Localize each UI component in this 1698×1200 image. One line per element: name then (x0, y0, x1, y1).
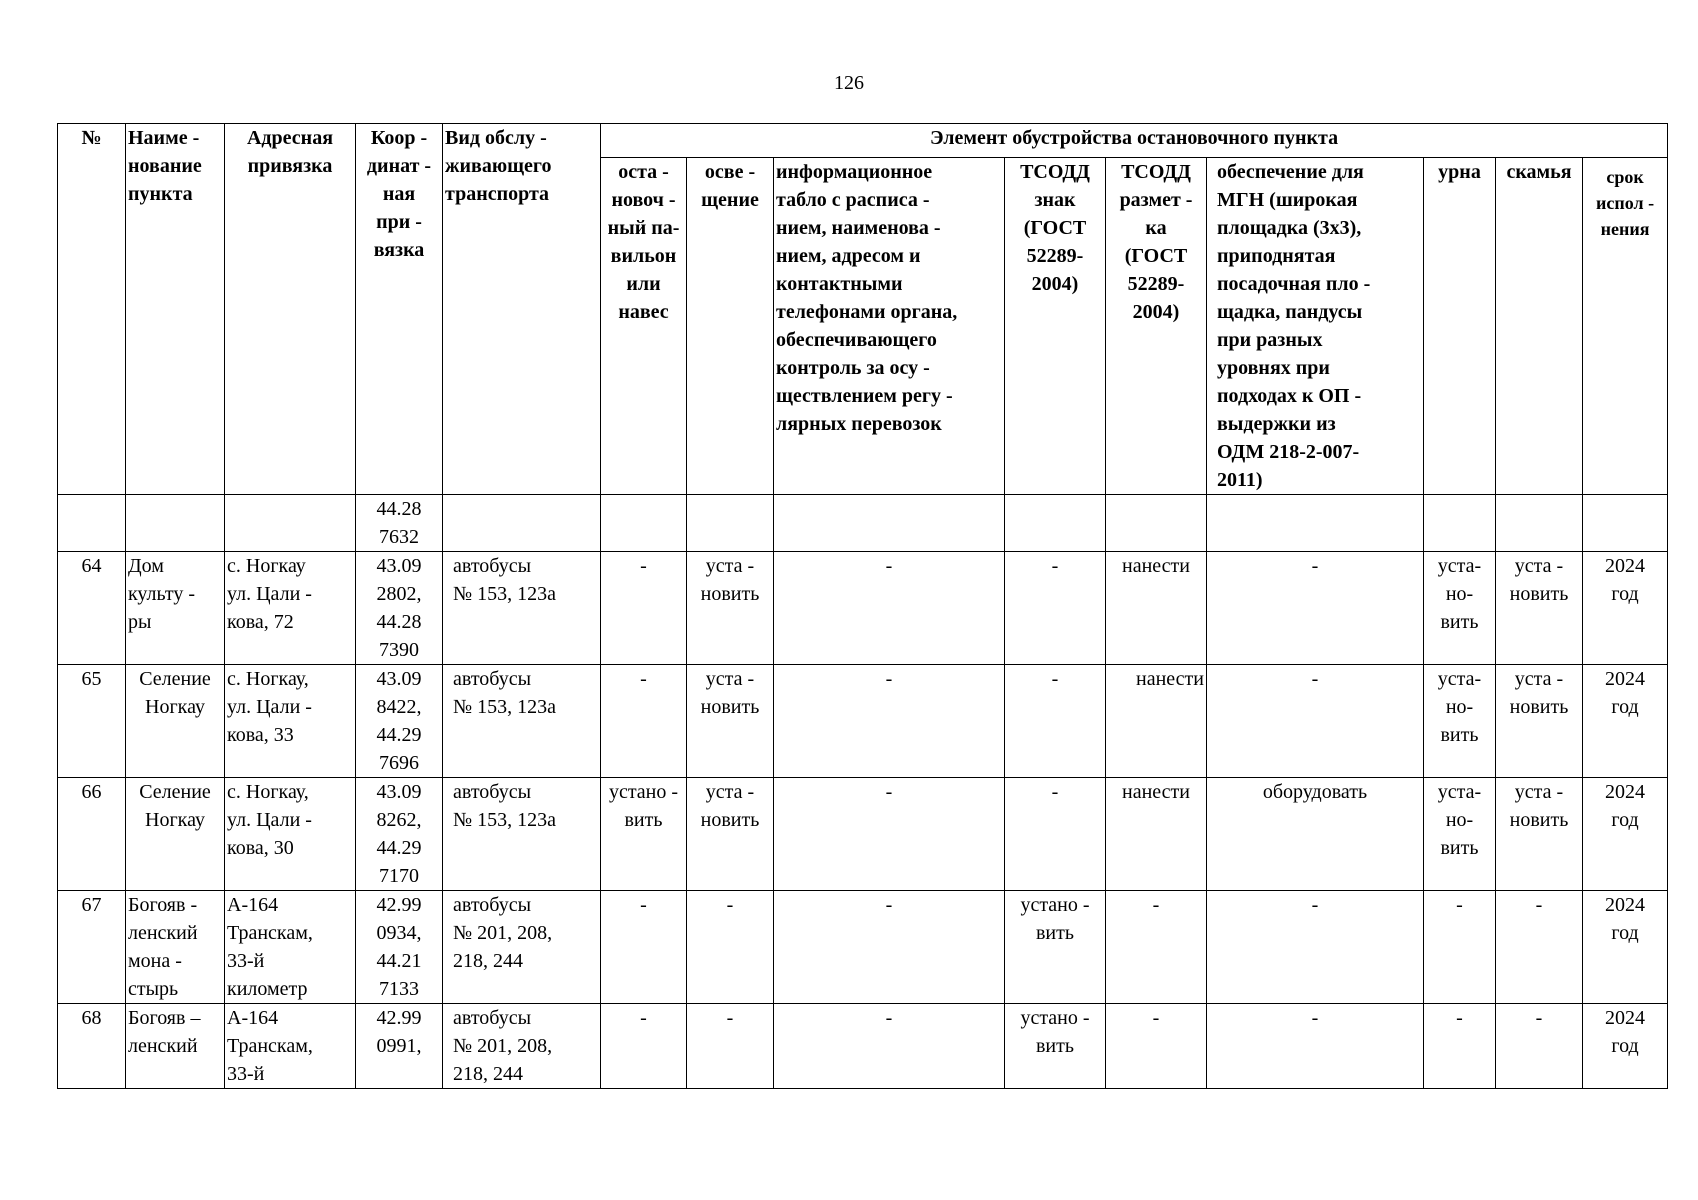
cell-pavilion: - (601, 891, 687, 1004)
cell-deadline: 2024 год (1583, 552, 1668, 665)
cell-transport: автобусы № 153, 123а (443, 665, 601, 778)
cell-num: 68 (58, 1004, 126, 1089)
cell-deadline (1583, 495, 1668, 552)
cell-num (58, 495, 126, 552)
header-lighting: осве - щение (687, 158, 774, 495)
cell-marking: нанести (1106, 665, 1207, 778)
cell-bench: уста - новить (1496, 665, 1583, 778)
cell-info: - (774, 1004, 1005, 1089)
cell-bench: - (1496, 1004, 1583, 1089)
cell-deadline: 2024 год (1583, 778, 1668, 891)
cell-pavilion: - (601, 552, 687, 665)
cell-sign: - (1005, 665, 1106, 778)
cell-marking: - (1106, 891, 1207, 1004)
cell-bench (1496, 495, 1583, 552)
cell-transport (443, 495, 601, 552)
cell-mgn (1207, 495, 1424, 552)
cell-num: 66 (58, 778, 126, 891)
cell-name: Дом культу - ры (126, 552, 225, 665)
cell-address: с. Ногкау, ул. Цали - кова, 33 (225, 665, 356, 778)
cell-coords: 43.09 8422, 44.29 7696 (356, 665, 443, 778)
cell-pavilion: - (601, 665, 687, 778)
header-sign: ТСОДД знак (ГОСТ 52289- 2004) (1005, 158, 1106, 495)
cell-info: - (774, 665, 1005, 778)
cell-transport: автобусы № 201, 208, 218, 244 (443, 1004, 601, 1089)
cell-bench: уста - новить (1496, 778, 1583, 891)
cell-bench: - (1496, 891, 1583, 1004)
cell-bench: уста - новить (1496, 552, 1583, 665)
cell-sign: устано - вить (1005, 891, 1106, 1004)
cell-pavilion: - (601, 1004, 687, 1089)
header-transport: Вид обслу - живающего транспорта (443, 124, 601, 495)
cell-lighting: уста - новить (687, 778, 774, 891)
cell-marking (1106, 495, 1207, 552)
header-marking: ТСОДД размет - ка (ГОСТ 52289- 2004) (1106, 158, 1207, 495)
cell-coords: 42.99 0934, 44.21 7133 (356, 891, 443, 1004)
cell-lighting: - (687, 1004, 774, 1089)
cell-pavilion: устано - вить (601, 778, 687, 891)
page-number: 126 (834, 72, 864, 94)
table-row (58, 1004, 1668, 1089)
cell-address: с. Ногкау ул. Цали - кова, 72 (225, 552, 356, 665)
cell-coords: 42.99 0991, (356, 1004, 443, 1089)
cell-sign (1005, 495, 1106, 552)
cell-info (774, 495, 1005, 552)
header-group: Элемент обустройства остановочного пункта (601, 124, 1668, 158)
cell-num: 67 (58, 891, 126, 1004)
cell-mgn: - (1207, 891, 1424, 1004)
cell-mgn: оборудовать (1207, 778, 1424, 891)
cell-sign: устано - вить (1005, 1004, 1106, 1089)
table-header (58, 124, 1668, 495)
cell-info: - (774, 891, 1005, 1004)
header-address: Адресная привязка (225, 124, 356, 495)
cell-marking: нанести (1106, 778, 1207, 891)
cell-deadline: 2024 год (1583, 665, 1668, 778)
cell-name: Богояв – ленский (126, 1004, 225, 1089)
cell-transport: автобусы № 153, 123а (443, 552, 601, 665)
cell-bin: - (1424, 891, 1496, 1004)
table-row (58, 665, 1668, 778)
header-num: № (58, 124, 126, 495)
cell-transport: автобусы № 153, 123а (443, 778, 601, 891)
header-name: Наиме - нование пункта (126, 124, 225, 495)
cell-bin (1424, 495, 1496, 552)
header-bin: урна (1424, 158, 1496, 495)
table-row-continuation (58, 495, 1668, 552)
bus-stops-table (57, 123, 1668, 1089)
cell-lighting: уста - новить (687, 552, 774, 665)
cell-lighting (687, 495, 774, 552)
cell-transport: автобусы № 201, 208, 218, 244 (443, 891, 601, 1004)
cell-num: 65 (58, 665, 126, 778)
header-info: информационное табло с расписа - нием, наименова - нием, адресом и контактными телефонами органа, обеспечивающего контроль за осу - ществлением регу - лярных перевозок (774, 158, 1005, 495)
cell-address: с. Ногкау, ул. Цали - кова, 30 (225, 778, 356, 891)
cell-deadline: 2024 год (1583, 1004, 1668, 1089)
cell-name: Селение Ногкау (126, 778, 225, 891)
cell-name: Селение Ногкау (126, 665, 225, 778)
cell-info: - (774, 552, 1005, 665)
cell-pavilion (601, 495, 687, 552)
cell-sign: - (1005, 778, 1106, 891)
header-pavilion: оста - новоч - ный па- вильон или навес (601, 158, 687, 495)
cell-mgn: - (1207, 552, 1424, 665)
cell-lighting: уста - новить (687, 665, 774, 778)
header-deadline: срок испол - нения (1583, 158, 1668, 495)
table-row (58, 778, 1668, 891)
cell-deadline: 2024 год (1583, 891, 1668, 1004)
cell-num: 64 (58, 552, 126, 665)
table-row (58, 891, 1668, 1004)
cell-info: - (774, 778, 1005, 891)
cell-coords: 43.09 2802, 44.28 7390 (356, 552, 443, 665)
cell-name: Богояв - ленский мона - стырь (126, 891, 225, 1004)
cell-address (225, 495, 356, 552)
cell-bin: - (1424, 1004, 1496, 1089)
cell-sign: - (1005, 552, 1106, 665)
cell-bin: уста- но- вить (1424, 552, 1496, 665)
header-coords: Коор - динат - ная при - вязка (356, 124, 443, 495)
cell-coords: 43.09 8262, 44.29 7170 (356, 778, 443, 891)
cell-name (126, 495, 225, 552)
cell-coords: 44.28 7632 (356, 495, 443, 552)
cell-address: А-164 Транскам, 33-й километр (225, 891, 356, 1004)
cell-bin: уста- но- вить (1424, 665, 1496, 778)
cell-marking: - (1106, 1004, 1207, 1089)
cell-address: А-164 Транскам, 33-й (225, 1004, 356, 1089)
cell-lighting: - (687, 891, 774, 1004)
cell-mgn: - (1207, 665, 1424, 778)
header-mgn: обеспечение для МГН (широкая площадка (3х3), приподнятая посадочная пло - щадка, пандусы при разных уровнях при подходах к ОП - выдержки из ОДМ 218-2-007- 2011) (1207, 158, 1424, 495)
cell-bin: уста- но- вить (1424, 778, 1496, 891)
table-row (58, 552, 1668, 665)
header-bench: скамья (1496, 158, 1583, 495)
cell-marking: нанести (1106, 552, 1207, 665)
cell-mgn: - (1207, 1004, 1424, 1089)
